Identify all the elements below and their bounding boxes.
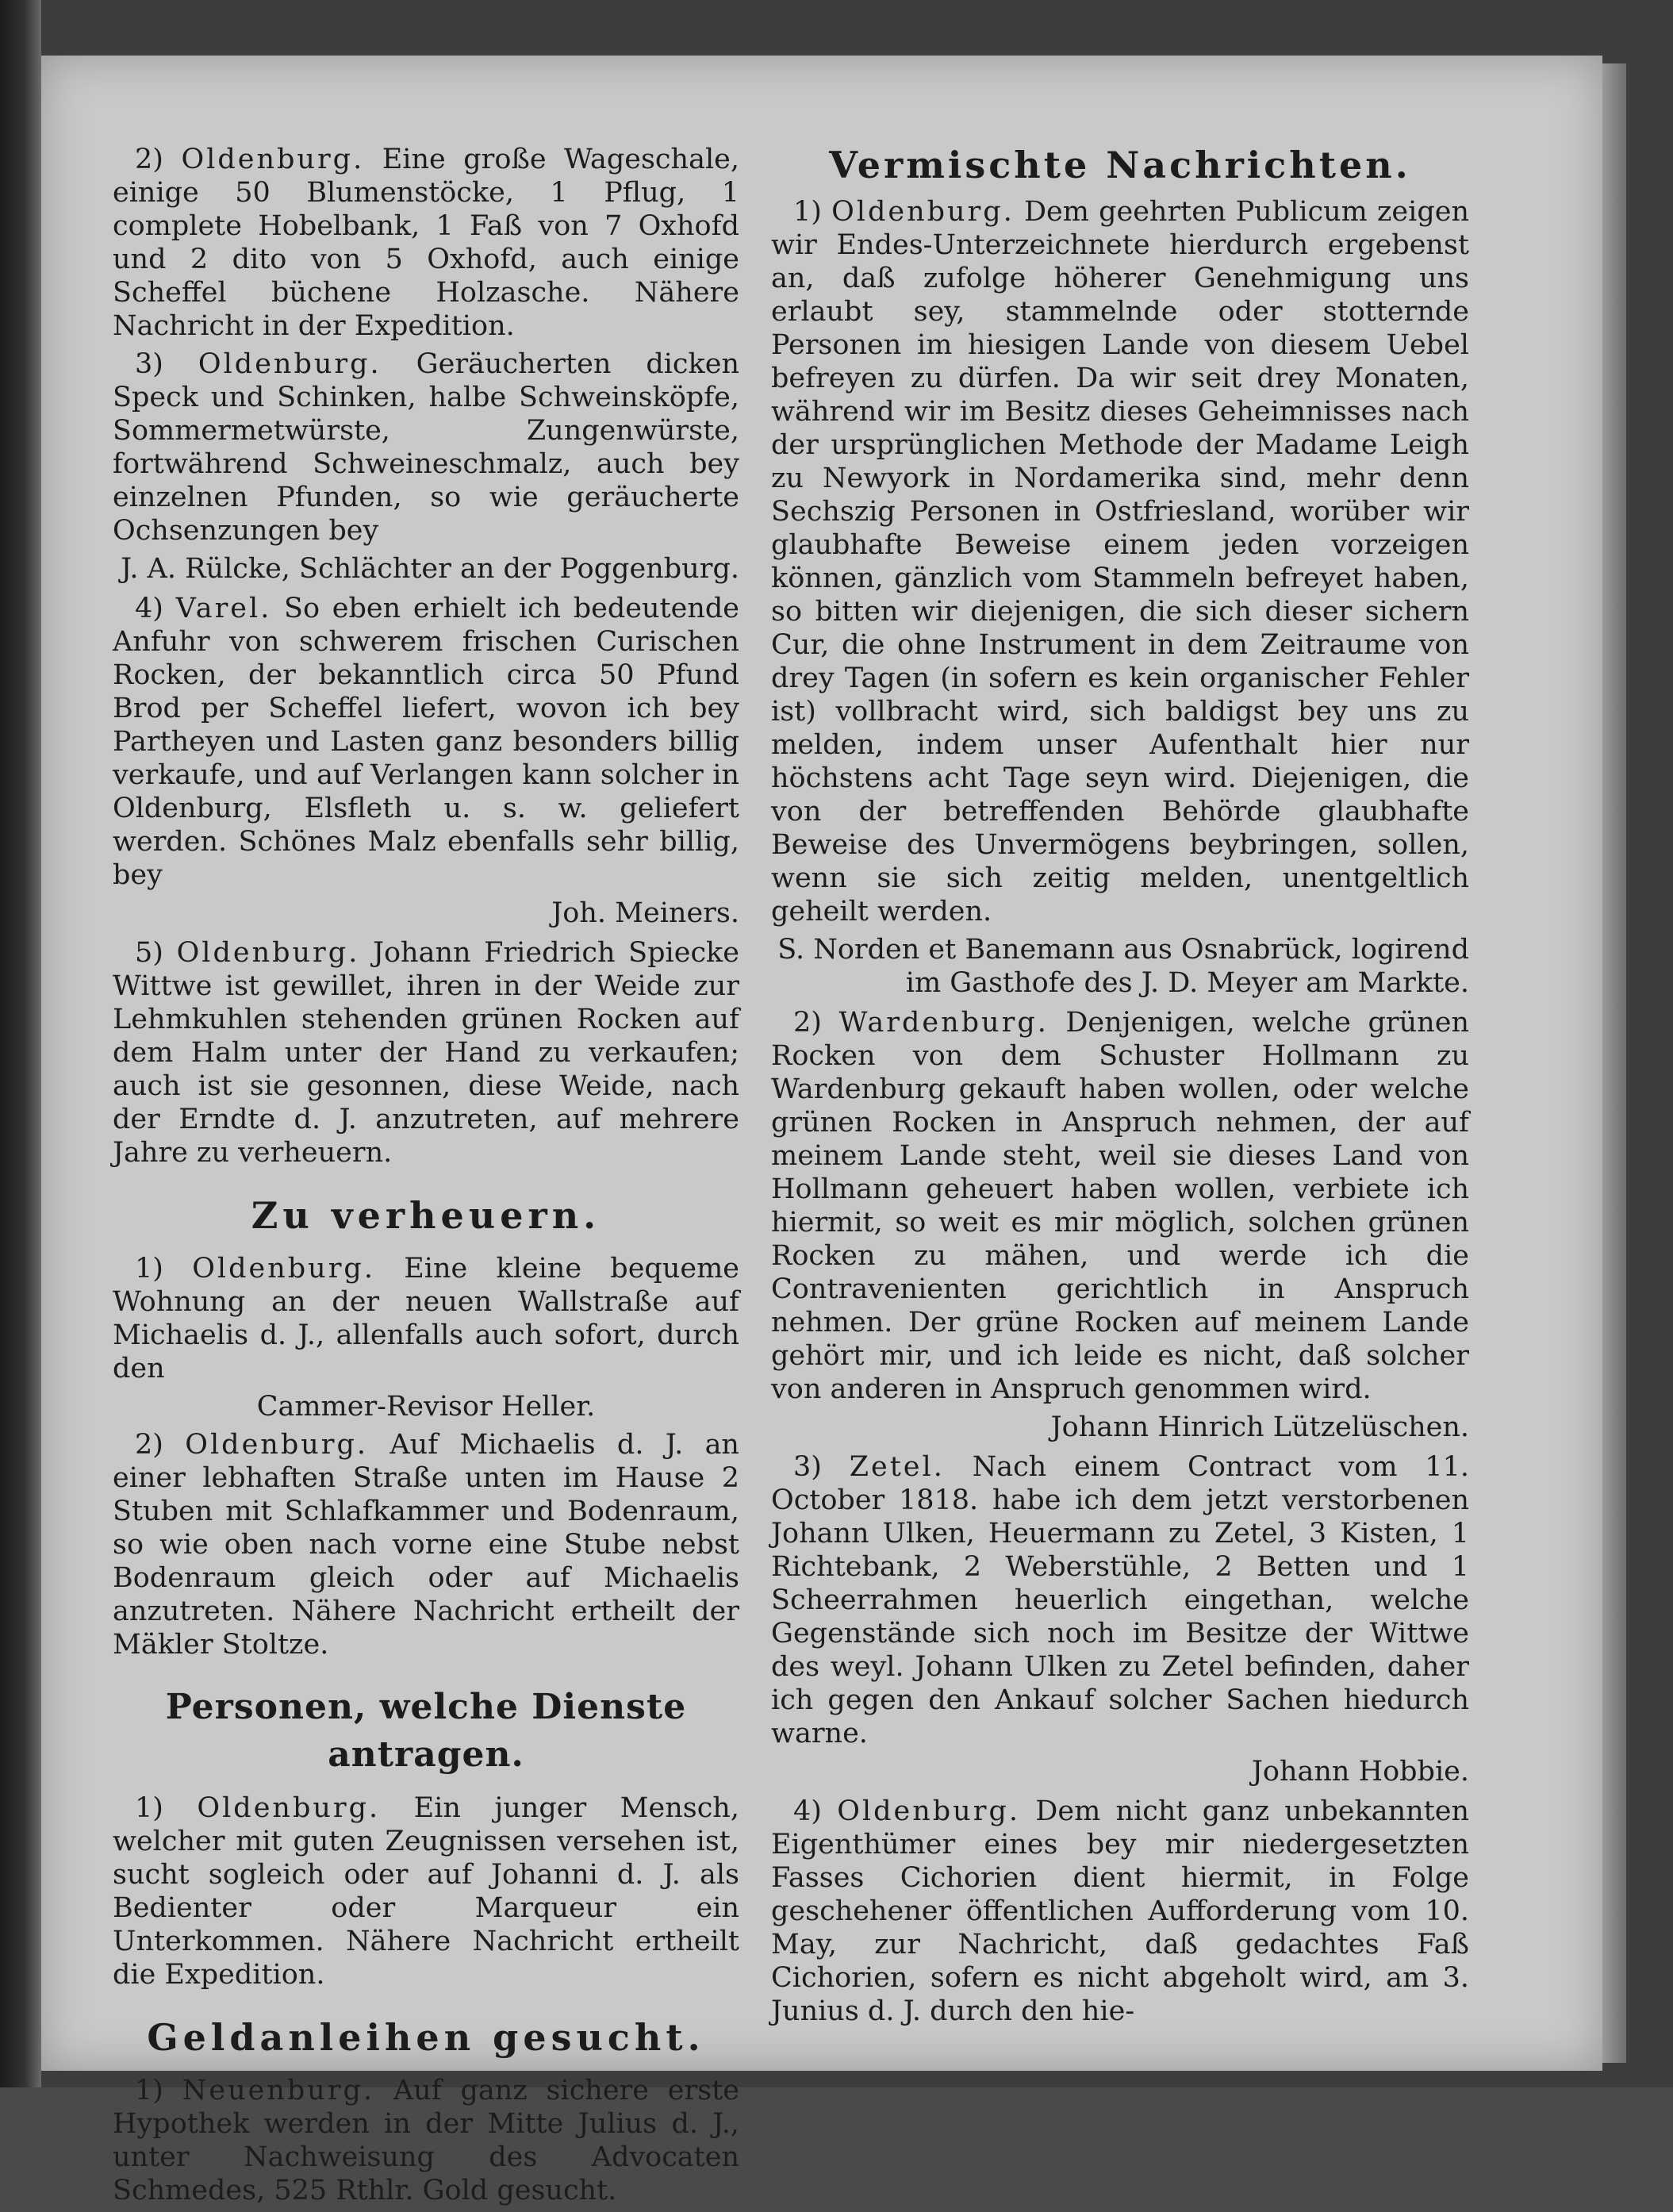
notice-sale-5: 5) Oldenburg. Johann Friedrich Spiecke Wittwe ist gewillet, ihren in der Weide zur Lehmkuhlen stehenden grünen Rocken auf dem Halm unter der Hand zu verkaufen; auch ist sie gesonnen, diese Weide, nach der Erndte d. J. anzutreten, auf mehrere Jahre zu verheuern. <box>113 937 739 1169</box>
signature-norden-banemann: S. Norden et Banemann aus Osnabrück, logirend im Gasthofe des J. D. Meyer am Markte. <box>777 934 1469 999</box>
left-column <box>113 143 739 2212</box>
signature-heller: Cammer-Revisor Heller. <box>256 1391 596 1423</box>
book-spine <box>0 0 41 2087</box>
heading-dienste: Personen, welche Dienste antragen. <box>165 1687 687 1775</box>
right-column <box>771 143 1469 2033</box>
notice-misc-2: 2) Wardenburg. Denjenigen, welche grünen Rocken von dem Schuster Hollmann zu Wardenburg gekauft haben wollen, oder welche grünen Rocken in Anspruch nehmen, der auf meinem Lande steht, weil sie dieses Land von Hollmann geheuert haben wollen, verbiete ich hiermit, so weit es mir möglich, solchen grünen Rocken zu mähen, und werde ich die Contravenienten gerichtlich in Anspruch nehmen. Der grüne Rocken auf meinem Lande gehört mir, und ich leide es nicht, daß solcher von anderen in Anspruch genommen wird. <box>771 1007 1469 1405</box>
notice-misc-3: 3) Zetel. Nach einem Contract vom 11. October 1818. habe ich dem jetzt verstorbenen Johann Ulken, Heuermann zu Zetel, 3 Kisten, 1 Richtebank, 2 Weberstühle, 2 Betten und 1 Scheerrahmen heuerlich eingethan, welche Gegenstände sich noch im Besitze der Wittwe des weyl. Johann Ulken zu Zetel befinden, daher ich gegen den Ankauf solcher Sachen hiedurch warne. <box>771 1451 1469 1749</box>
signature-hobbie: Johann Hobbie. <box>1251 1756 1469 1788</box>
notice-sale-3: 3) Oldenburg. Geräucherten dicken Speck und Schinken, halbe Schweinsköpfe, Sommermetwürste, Zungenwürste, fortwährend Schweineschmalz, auch bey einzelnen Pfunden, so wie geräucherte Ochsenzungen bey <box>113 348 739 547</box>
heading-zu-verheuern: Zu verheuern. <box>251 1194 601 1237</box>
heading-vermischte-nachrichten: Vermischte Nachrichten. <box>829 144 1411 186</box>
notice-sale-4: 4) Varel. So eben erhielt ich bedeutende Anfuhr von schwerem frischen Curischen Rocken, der bekanntlich circa 50 Pfund Brod per Scheffel liefert, wovon ich bey Partheyen und Lasten ganz besonders billig verkaufe, und auf Verlangen kann solcher in Oldenburg, Elsfleth u. s. w. geliefert werden. Schönes Malz ebenfalls sehr billig, bey <box>113 593 739 891</box>
notice-rent-1: 1) Oldenburg. Eine kleine bequeme Wohnung an der neuen Wallstraße auf Michaelis d. J., allenfalls auch sofort, durch den <box>113 1253 739 1384</box>
signature-luetzelueschen: Johann Hinrich Lützelüschen. <box>1050 1411 1469 1443</box>
notice-misc-4: 4) Oldenburg. Dem nicht ganz unbekannten Eigenthümer eines bey mir niedergesetzten Fasses Cichorien dient hiermit, in Folge geschehener öffentlichen Aufforderung vom 10. May, zur Nachricht, daß gedachtes Faß Cichorien, sofern es nicht abgeholt wird, am 3. Junius d. J. durch den hie- <box>771 1795 1469 2027</box>
signature-ruelcke: J. A. Rülcke, Schlächter an der Poggenburg. <box>121 553 739 585</box>
newspaper-page <box>41 56 1602 2206</box>
notice-sale-2: 2) Oldenburg. Eine große Wageschale, einige 50 Blumenstöcke, 1 Pflug, 1 complete Hobelbank, 1 Faß von 7 Oxhofd und 2 dito von 5 Oxhofd, auch einige Scheffel büchene Holzasche. Nähere Nachricht in der Expedition. <box>113 144 739 342</box>
signature-meiners: Joh. Meiners. <box>551 897 739 929</box>
notice-misc-1: 1) Oldenburg. Dem geehrten Publicum zeigen wir Endes-Unterzeichnete hierdurch ergebenst an, daß zufolge höherer Genehmigung uns erlaubt sey, stammelnde oder stotternde Personen im hiesigen Lande von diesem Uebel befreyen zu dürfen. Da wir seit drey Monaten, während wir im Besitz dieses Geheimnisses nach der ursprünglichen Methode der Madame Leigh zu Newyork in Nordamerika sind, mehr denn Sechszig Personen in Ostfriesland, worüber wir glaubhafte Beweise einem jeden vorzeigen können, gänzlich vom Stammeln befreyet haben, so bitten wir diejenigen, die sich dieser sichern Cur, die ohne Instrument in dem Zeitraume von drey Tagen (in sofern es kein organischer Fehler ist) vollbracht wird, sich baldigst bey uns zu melden, indem unser Aufenthalt hier nur höchstens acht Tage seyn wird. Diejenigen, die von der betreffenden Behörde glaubhafte Beweise des Unvermögens beybringen, sollen, wenn sie sich zeitig melden, unentgeltlich geheilt werden. <box>771 196 1469 927</box>
notice-rent-2: 2) Oldenburg. Auf Michaelis d. J. an einer lebhaften Straße unten im Hause 2 Stuben mit Schlafkammer und Bodenraum, so wie oben nach vorne eine Stube nebst Bodenraum gleich oder auf Michaelis anzutreten. Nähere Nachricht ertheilt der Mäkler Stoltze. <box>113 1429 739 1661</box>
heading-geldanleihen: Geldanleihen gesucht. <box>147 2016 705 2059</box>
notice-loan-1: 1) Neuenburg. Auf ganz sichere erste Hypothek werden in der Mitte Julius d. J., unter Nachweisung des Advocaten Schmedes, 525 Rthlr. Gold gesucht. <box>113 2075 739 2206</box>
page-edge <box>1602 63 1626 2063</box>
notice-service-1: 1) Oldenburg. Ein junger Mensch, welcher mit guten Zeugnissen versehen ist, sucht sogleich oder auf Johanni d. J. als Bedienter oder Marqueur ein Unterkommen. Nähere Nachricht ertheilt die Expedition. <box>113 1792 739 1991</box>
